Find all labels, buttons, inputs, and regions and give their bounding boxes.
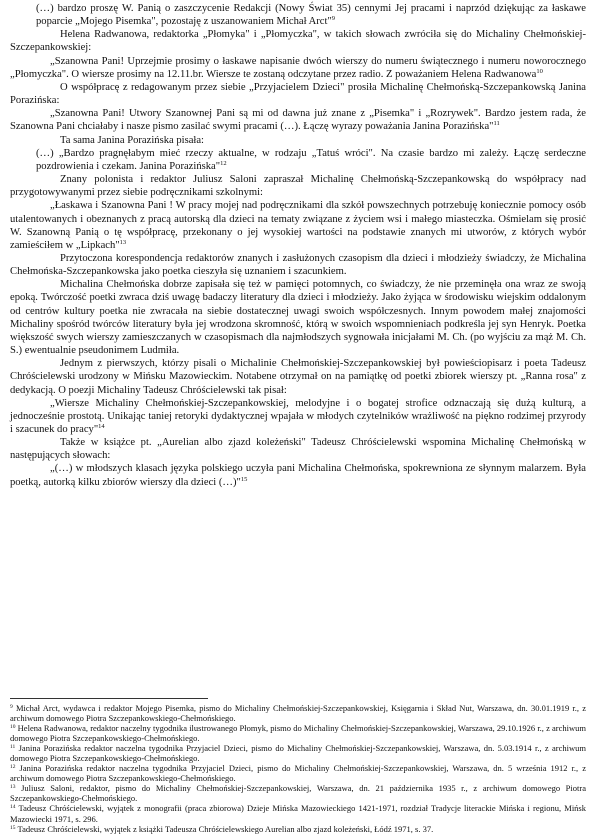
paragraph-13: „Wiersze Michaliny Chełmońskiej-Szczepankowskiej, melodyjne i o bogatej strofice odznaczają się dużą kulturą, a jednocześnie prostotą. Unikając taniej retoryki dydaktycznej wpajała w młodych czytelników wrażliwość na piękno rodzimej przyrody i szacunek do pracy"$^{14}$ <box>10 397 586 435</box>
paragraph-15: „(…) w młodszych klasach języka polskiego uczyła pani Michalina Chełmońska, spokrewniona ze słynnym malarzem. Była poetką, autorką kilku zbiorów wierszy dla dzieci (…)"$^{15}$ <box>10 463 586 488</box>
footnote-12: $^{12}$ Janina Porazińska redaktor naczelna tygodnika Przyjaciel Dzieci, pismo do Michaliny Chełmońskiej-Szczepankowskiej, Warszawa, dn. 5 września 1912 r., z archiwum domowego Piotra Szczepankowskiego-Chełmońskiego. <box>10 763 586 784</box>
footnote-ref: 12 <box>220 159 227 167</box>
paragraph-2: Helena Radwanowa, redaktorka „Płomyka" i „Płomyczka", w takich słowach zwróciła się do Michaliny Chełmońskiej-Szczepankowskiej: <box>10 29 586 54</box>
body-text <box>10 2 586 489</box>
paragraph-14: Także w książce pt. „Aurelian albo zjazd koleżeński" Tadeusz Chróścielewski wspomina Michalinę Chełmońską w następujących słowach: <box>10 437 586 462</box>
paragraph-6: Ta sama Janina Porazińska pisała: <box>60 134 204 146</box>
paragraph-10: Przytoczona korespondencja redaktorów znanych i zasłużonych czasopism dla dzieci i młodzieży świadczy, że Michalina Chełmońska-Szczepankowska jako poetka cieszyła się uznaniem i szacunkiem. <box>10 252 586 278</box>
footnote-ref: 15 <box>240 475 248 483</box>
paragraph-8: Znany polonista i redaktor Juliusz Saloni zapraszał Michalinę Chełmońską-Szczepankowską do współpracy nad przygotowywanymi przez siebie podręcznikami szkolnymi: <box>10 174 586 199</box>
footnote-15: $^{15}$ Tadeusz Chróścielewski, wyjątek z książki Tadeusza Chróścielewskiego Aurelian albo zjazd koleżeński, Łódź 1971, s. 37. <box>10 823 434 834</box>
paragraph-3: „Szanowna Pani! Uprzejmie prosimy o łaskawe napisanie dwóch wierszy do numeru świątecznego i numeru noworocznego „Płomyczka". O wiersze prosimy na 12.11.br. Wiersze te zostaną odczytane przez radio. Z poważaniem Helena Radwanowa$^{10}$ <box>10 55 586 80</box>
footnote-ref: 13 <box>119 238 127 246</box>
footnote-14: $^{14}$ Tadeusz Chróścielewski, wyjątek z monografii (praca zbiorowa) Dzieje Mińska Mazowieckiego 1421-1971, rozdział Tradycje literackie Mińska i regionu, Mińsk Mazowiecki 1971, s. 296. <box>10 803 586 824</box>
footnotes <box>10 703 586 834</box>
footnote-ref: 14 <box>98 423 105 430</box>
paragraph-4: O współpracę z redagowanym przez siebie „Przyjacielem Dzieci" prosiła Michalinę Chełmońską-Szczepankowską Janina Porazińska: <box>10 81 586 107</box>
paragraph-1: (…) bardzo proszę W. Panią o zaszczycenie Redakcji (Nowy Świat 35) cennymi Jej pracami i naprzód dziękując za łaskawe poparcie „Mojego Pisemka", pozostaję z uszanowaniem Michał Arct"$^9$ <box>36 3 586 28</box>
paragraph-7: (…) „Bardzo pragnęłabym mieć rzeczy aktualne, w rodzaju „Tatuś wróci". Na czasie bardzo mi zależy. Łączę serdeczne pozdrowienia i czekam. Janina Porazińska"$^{12}$ <box>36 147 586 172</box>
footnote-ref: 11 <box>493 120 500 128</box>
footnote-10: $^{10}$ Helena Radwanowa, redaktor naczelny tygodnika ilustrowanego Płomyk, pismo do Michaliny Chełmońskiej-Szczepankowskiej, Warszawa, 29.10.1926 r., z archiwum domowego Piotra Szczepankowskiego-Chełmońskiego. <box>10 723 587 744</box>
paragraph-9: „Łaskawa i Szanowna Pani ! W pracy mojej nad podręcznikami dla szkół powszechnych potrzebuję koniecznie pomocy osób utalentowanych i obeznanych z pracą autorską dla dzieci na tematy związane z życiem wsi i małego miasteczka. Ośmielam się prosić W. Szanowną Panią o tę współpracę, przekonany o jej wysokiej wartości na podstawie znanych mi utworów, z których wybór zamieściłem w „Lipkach"$^{13}$ <box>10 200 586 251</box>
paragraph-5: „Szanowna Pani! Utwory Szanownej Pani są mi od dawna już znane z „Pisemka" i „Rozrywek". Bardzo jestem rada, że Szanowna Pani chciałaby i nasze pismo zasilać swymi pracami (…). Łączę wyrazy poważania Janina Porazińska"$^{11}$ <box>10 108 586 133</box>
paragraph-11: Michalina Chełmońska dobrze zapisała się też w pamięci potomnych, co świadczy, że nie przeminęła ona wraz ze swoją epoką. Twórczość poetki zwraca dziś uwagę badaczy literatury dla dzieci i młodzieży. Jako żyjąca w środowisku wiejskim oddalonym od centrów kultury poetka nie zwracała na siebie dostatecznej uwagi swoich współczesnych. Innym powodem małej znajomości Michaliny spośród twórców literatury była jej wrodzona skromność, którą w swoich wspomnieniach podkreśla jej syn Henryk. Poetka większość swych wierszy zamieszczanych w czasopismach dla najmłodszych sygnowała inicjałami M. Ch. (po wyjściu za mąż M. Ch. S.) ewentualnie pseudonimem Ludmiła. <box>10 279 586 357</box>
footnote-divider <box>10 698 208 699</box>
footnote-11: $^{11}$ Janina Porazińska redaktor naczelna tygodnika Przyjaciel Dzieci, pismo do Michaliny Chełmońskiej-Szczepankowskiej, Warszawa, dn. 5.03.1914 r., z archiwum domowego Piotra Szczepankowskiego-Chełmońskiego. <box>10 743 586 764</box>
footnote-9: $^9$ Michał Arct, wydawca i redaktor Mojego Pisemka, pismo do Michaliny Chełmońskiej-Szczepankowskiej, Księgarnia i Skład Nut, Warszawa, dn. 30.01.1919 r., z archiwum domowego Piotra Szczepankowskiego-Chełmońskiego. <box>10 703 586 724</box>
footnote-ref: 9 <box>331 15 336 23</box>
paragraph-12: Jednym z pierwszych, którzy pisali o Michalinie Chełmońskiej-Szczepankowskiej był powieściopisarz i poeta Tadeusz Chróścielewski urodzony w Mińsku Mazowieckim. Notabene otrzymał on na pamiątkę od poetki zbiorek wierszy pt. „Ranna rosa" z dedykacją. O poezji Michaliny Tadeusz Chróścielewski tak pisał: <box>10 358 586 396</box>
footnote-ref: 10 <box>536 67 543 75</box>
footnote-13: $^{13}$ Juliusz Saloni, redaktor, pismo do Michaliny Chełmońskiej-Szczepankowskiej, Warszawa, dn. 21 października 1935 r., z archiwum domowego Piotra Szczepankowskiego-Chełmońskiego. <box>10 783 586 804</box>
